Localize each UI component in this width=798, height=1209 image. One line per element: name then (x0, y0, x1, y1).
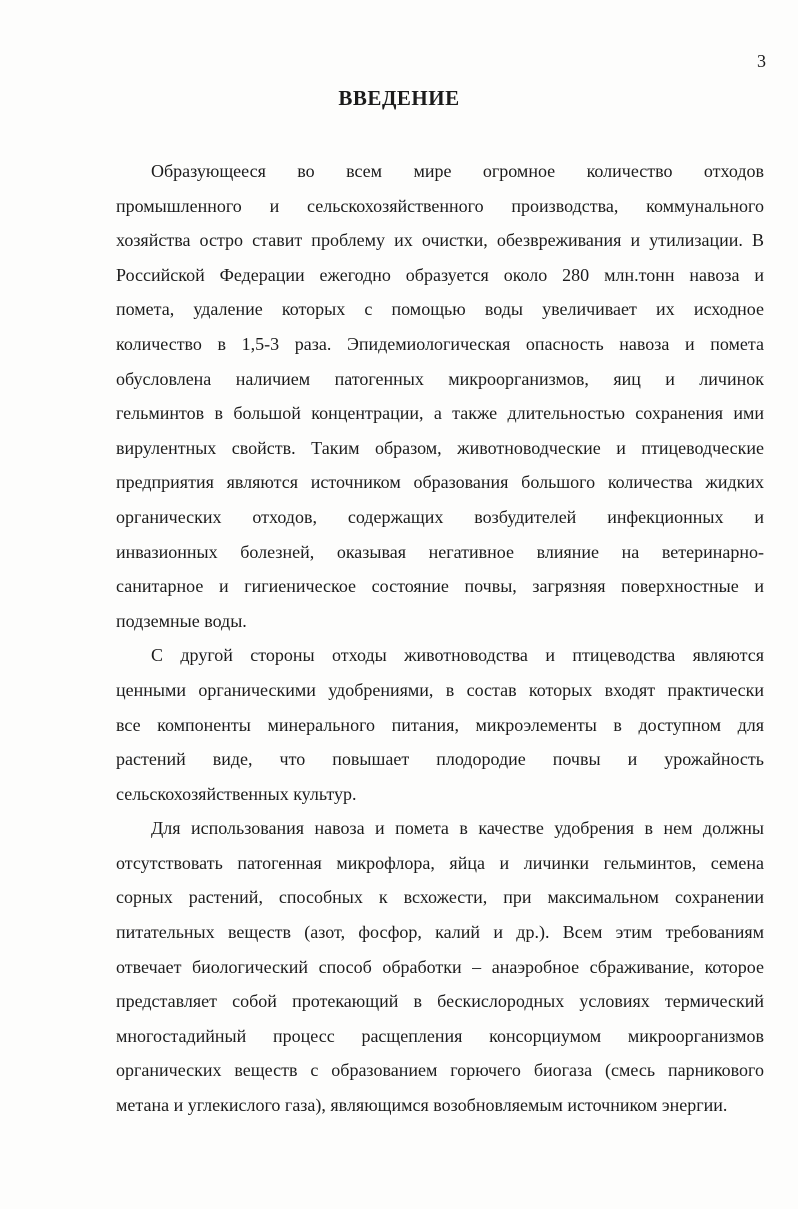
text-line: помета, удаление которых с помощью воды увеличивает их исходное (116, 299, 764, 320)
text-line: Образующееся во всем мире огромное количество отходов (151, 161, 764, 181)
text-line: растений виде, что повышает плодородие почвы и урожайность (116, 749, 764, 770)
text-line: все компоненты минерального питания, микроэлементы в доступном для (116, 714, 764, 735)
text-line: органических отходов, содержащих возбудителей инфекционных и (116, 506, 764, 527)
text-line: сорных растений, способных к всхожести, при максимальном сохранении (116, 887, 764, 908)
page-title: ВВЕДЕНИЕ (338, 86, 460, 110)
text-line: санитарное и гигиеническое состояние почвы, загрязняя поверхностные и (116, 576, 764, 597)
text-line: гельминтов в большой концентрации, а также длительностью сохранения ими (116, 403, 764, 424)
text-line: подземные воды. (116, 610, 247, 631)
text-line: обусловлена наличием патогенных микроорганизмов, яиц и личинок (116, 368, 764, 389)
text-line: питательных веществ (азот, фосфор, калий и др.). Всем этим требованиям (116, 922, 764, 943)
text-line: Российской Федерации ежегодно образуется около 280 млн.тонн навоза и (116, 264, 764, 285)
text-line: инвазионных болезней, оказывая негативное влияние на ветеринарно- (116, 541, 764, 562)
text-line: сельскохозяйственных культур. (116, 783, 357, 804)
text-line: органических веществ с образованием горючего биогаза (смесь парникового (116, 1060, 764, 1081)
paragraph-1 (116, 154, 764, 638)
paragraph-2 (116, 638, 764, 811)
paragraph-3 (116, 811, 764, 1122)
text-line: метана и углекислого газа), являющимся возобновляемым источником энергии. (116, 1095, 728, 1116)
text-line: промышленного и сельскохозяйственного производства, коммунального (116, 195, 764, 216)
text-line: отвечает биологический способ обработки – анаэробное сбраживание, которое (116, 956, 764, 977)
body-text (116, 154, 764, 1123)
text-line: С другой стороны отходы животноводства и птицеводства являются (151, 645, 764, 666)
text-line: хозяйства остро ставит проблему их очистки, обезвреживания и утилизации. В (116, 230, 764, 251)
page-number: 3 (757, 51, 766, 71)
text-line: ценными органическими удобрениями, в состав которых входят практически (116, 679, 764, 700)
text-line: вирулентных свойств. Таким образом, животноводческие и птицеводческие (116, 437, 764, 458)
text-line: отсутствовать патогенная микрофлора, яйца и личинки гельминтов, семена (116, 852, 764, 873)
text-line: количество в 1,5-3 раза. Эпидемиологическая опасность навоза и помета (116, 333, 764, 354)
text-line: Для использования навоза и помета в качестве удобрения в нем должны (151, 818, 764, 839)
text-line: представляет собой протекающий в бескислородных условиях термический (116, 991, 764, 1012)
text-line: предприятия являются источником образования большого количества жидких (116, 472, 764, 493)
text-line: многостадийный процесс расщепления консорциумом микроорганизмов (116, 1025, 764, 1046)
